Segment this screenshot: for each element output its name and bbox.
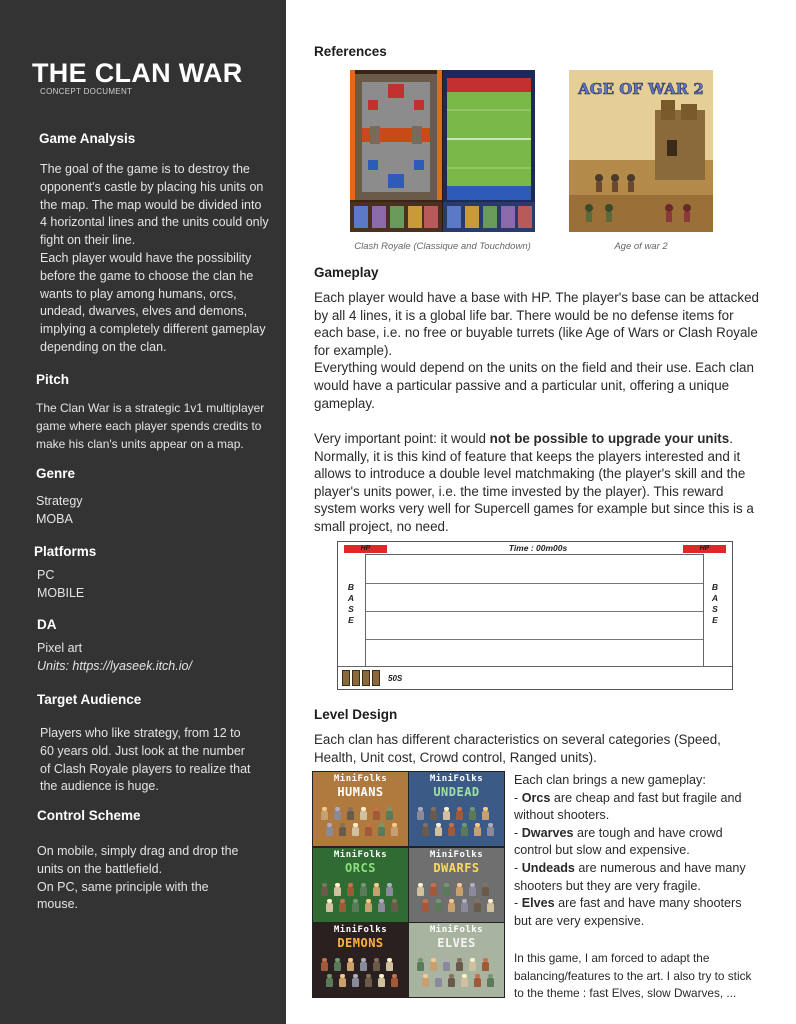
unit-sprite — [373, 962, 380, 971]
unit-sprite — [347, 887, 354, 896]
game-layout-mockup — [337, 541, 733, 690]
unit-sprite — [378, 827, 385, 836]
unit-sprite — [334, 962, 341, 971]
unit-sprite — [482, 887, 489, 896]
unit-sprite — [386, 887, 393, 896]
unit-sprite — [474, 903, 481, 912]
pitch-text: The Clan War is a strategic 1v1 multiplayer game where each player spends credits to make his clan's units appear on a map. — [36, 401, 265, 451]
unit-sprite — [326, 903, 333, 912]
unit-sprite — [326, 978, 333, 987]
unit-sprite — [456, 962, 463, 971]
sprite-group — [321, 806, 401, 840]
unit-sprite — [435, 978, 442, 987]
unit-sprite — [391, 903, 398, 912]
unit-sprite — [482, 962, 489, 971]
platforms-text: PC MOBILE — [37, 568, 85, 600]
unit-sprite — [487, 978, 494, 987]
unit-card[interactable] — [342, 670, 350, 686]
unit-sprite — [469, 962, 476, 971]
unit-sprite — [474, 827, 481, 836]
lane-divider — [366, 583, 703, 584]
unit-sprite — [430, 811, 437, 820]
document-title: THE CLAN WAR — [32, 58, 243, 88]
unit-sprite — [321, 811, 328, 820]
unit-sprite — [339, 978, 346, 987]
unit-sprite — [360, 887, 367, 896]
clan-tile-undead: MiniFolks UNDEAD — [409, 772, 504, 846]
clan-tile-elves: MiniFolks ELVES — [409, 923, 504, 997]
target-audience-text: Players who like strategy, from 12 to 60 years old. Just look at the number of Clash Royale players to realize that the audience is huge. — [40, 726, 251, 794]
genre-text: Strategy MOBA — [36, 494, 83, 526]
unit-sprite — [461, 978, 468, 987]
sprite-group — [321, 882, 401, 916]
unit-sprite — [334, 811, 341, 820]
unit-sprite — [334, 887, 341, 896]
sidebar — [0, 0, 286, 1024]
references-heading: References — [314, 44, 387, 59]
unit-card[interactable] — [362, 670, 370, 686]
unit-sprite — [339, 827, 346, 836]
unit-sprite — [326, 827, 333, 836]
age-of-war-screenshot — [569, 70, 713, 232]
gameplay-heading: Gameplay — [314, 265, 379, 280]
unit-sprite — [391, 978, 398, 987]
unit-sprite — [352, 827, 359, 836]
unit-sprite — [373, 811, 380, 820]
unit-sprite — [430, 962, 437, 971]
unit-card[interactable] — [372, 670, 380, 686]
control-scheme-heading: Control Scheme — [37, 808, 141, 823]
unit-sprite — [430, 887, 437, 896]
control-scheme-text: On mobile, simply drag and drop the units on the battlefield. On PC, same principle with the mouse. — [37, 844, 239, 912]
clash-royale-art — [350, 70, 535, 232]
base-right: B A S E — [711, 582, 719, 625]
unit-sprite — [365, 827, 372, 836]
unit-sprite — [391, 827, 398, 836]
unit-sprite — [360, 962, 367, 971]
level-design-intro: Each clan has different characteristics on several categories (Speed, Health, Unit cost, Crowd control, Ranged units). — [314, 732, 721, 765]
unit-sprite — [352, 978, 359, 987]
unit-sprite — [461, 827, 468, 836]
unit-sprite — [321, 887, 328, 896]
hp-bar-left: HP — [344, 545, 387, 553]
pitch-heading: Pitch — [36, 372, 70, 387]
unit-sprite — [365, 978, 372, 987]
unit-sprite — [456, 811, 463, 820]
unit-sprite — [417, 962, 424, 971]
match-timer: Time : 00m00s — [508, 543, 568, 553]
aow-logo: AGE OF WAR 2 — [578, 80, 704, 98]
genre-heading: Genre — [36, 466, 76, 481]
unit-sprite — [347, 962, 354, 971]
unit-sprite — [487, 903, 494, 912]
unit-sprite — [448, 827, 455, 836]
sprite-group — [321, 957, 401, 991]
unit-sprite — [461, 903, 468, 912]
unit-sprite — [365, 903, 372, 912]
clash-royale-caption: Clash Royale (Classique and Touchdown) — [354, 241, 531, 252]
lane-divider — [366, 639, 703, 640]
gameplay-paragraph-1: Each player would have a base with HP. The player's base can be attacked by all 4 lines, it is a global life bar. There would be no defense items for each base, i.e. no free or buyable turrets (like Age of Wars or Clash Royale for example). Everything would depend on the units on the field and their use. Each clan would have a particular passive and a particular unit, offering a unique gameplay. — [314, 290, 759, 411]
platforms-heading: Platforms — [34, 544, 97, 559]
document-subtitle: CONCEPT DOCUMENT — [40, 87, 133, 96]
unit-sprite — [443, 811, 450, 820]
target-audience-heading: Target Audience — [37, 692, 142, 707]
unit-sprite — [360, 811, 367, 820]
unit-sprite — [448, 978, 455, 987]
gameplay-paragraph-2: Very important point: it would not be possible to upgrade your units. Normally, it is this kind of feature that keeps the players interested and it allows to introduce a double level matchmaking (the player's skill and the player's units power, i.e. the time invested by the player). This reward system works very well for Supercell games for example but since this is a small project, no need. — [314, 431, 754, 534]
unit-sprite — [321, 962, 328, 971]
unit-sprite — [373, 887, 380, 896]
closing-note: In this game, I am forced to adapt the balancing/features to the art. I also try to stick to the theme : fast Elves, slow Dwarves, ... — [514, 951, 752, 1000]
unit-sprite — [386, 962, 393, 971]
unit-sprite — [422, 978, 429, 987]
lane-divider — [366, 611, 703, 612]
clash-royale-screenshot — [350, 70, 535, 232]
unit-sprite — [339, 903, 346, 912]
unit-sprite — [417, 887, 424, 896]
clan-tile-orcs: MiniFolks ORCS — [313, 848, 408, 922]
game-analysis-text: The goal of the game is to destroy the opponent's castle by placing his units on the map. The map would be divided into 4 horizontal lines and the units could only fight on their line. Each player would have the possibility before the game to choose the clan he wants to play among humans, orcs, undead, dwarves, elves and demons, implying a completely different gameplay depending on the clan. — [40, 162, 269, 354]
unit-sprite — [474, 978, 481, 987]
base-left: B A S E — [347, 582, 355, 625]
unit-sprite — [378, 903, 385, 912]
unit-sprite — [347, 811, 354, 820]
sprite-group — [417, 957, 497, 991]
clan-tile-humans: MiniFolks HUMANS — [313, 772, 408, 846]
unit-sprite — [487, 827, 494, 836]
unit-card[interactable] — [352, 670, 360, 686]
unit-sprite — [448, 903, 455, 912]
unit-sprite — [422, 903, 429, 912]
unit-bar-divider — [338, 666, 732, 667]
unit-sprite — [482, 811, 489, 820]
credits-counter: 50S — [388, 674, 403, 683]
sprite-group — [417, 882, 497, 916]
unit-sprite — [443, 887, 450, 896]
da-text: Pixel art Units: https://lyaseek.itch.io/ — [37, 640, 192, 676]
unit-sprite — [422, 827, 429, 836]
da-heading: DA — [37, 617, 57, 632]
unit-sprite — [417, 811, 424, 820]
units-link[interactable]: Units: https://lyaseek.itch.io/ — [37, 658, 192, 673]
clan-description: Each clan brings a new gameplay: - Orcs are cheap and fast but fragile and without shooters. - Dwarves are tough and have crowd control but slow and expensive. - Undeads are numerous and have many shooters but they are very fragile. - Elves are fast and have many shooters but are very expensive. — [514, 773, 746, 928]
unit-sprite — [378, 978, 385, 987]
sprite-group — [417, 806, 497, 840]
unit-sprite — [352, 903, 359, 912]
unit-sprite — [443, 962, 450, 971]
hp-bar-right: HP — [683, 545, 726, 553]
game-analysis-heading: Game Analysis — [39, 131, 136, 146]
battlefield-lanes — [365, 554, 704, 667]
unit-sprite — [435, 827, 442, 836]
clan-tile-demons: MiniFolks DEMONS — [313, 923, 408, 997]
unit-sprite — [456, 887, 463, 896]
unit-sprite — [386, 811, 393, 820]
unit-sprite — [435, 903, 442, 912]
clan-tile-dwarfs: MiniFolks DWARFS — [409, 848, 504, 922]
clan-artwork-grid — [312, 771, 505, 998]
level-design-heading: Level Design — [314, 707, 398, 722]
age-of-war-art — [569, 70, 713, 232]
unit-sprite — [469, 887, 476, 896]
age-of-war-caption: Age of war 2 — [614, 241, 668, 252]
unit-sprite — [469, 811, 476, 820]
